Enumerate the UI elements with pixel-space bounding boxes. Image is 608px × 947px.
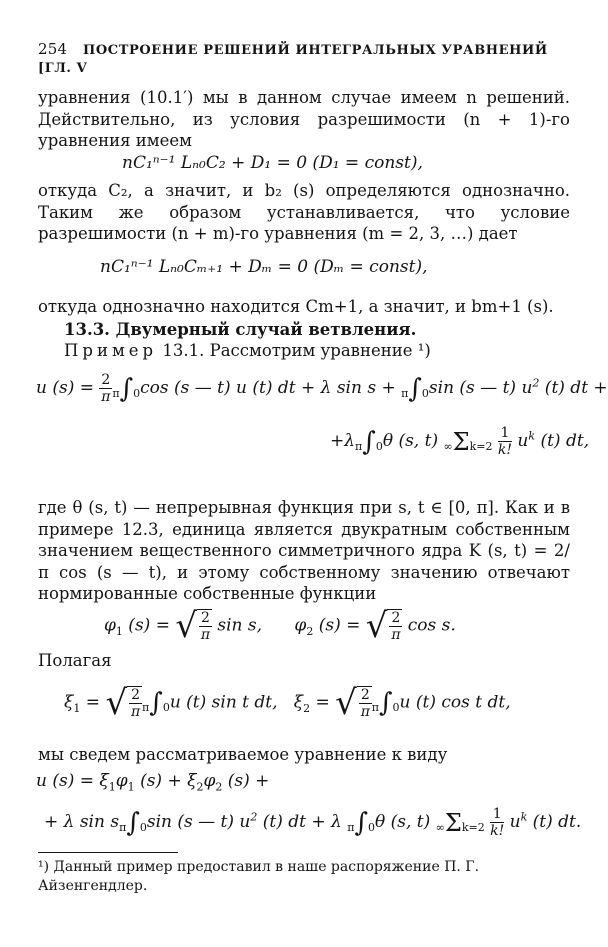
paragraph-5: Полагая [38, 651, 112, 670]
section-heading: 13.3. Двумерный случай ветвления. [64, 320, 417, 339]
equation-4: $\varphi_1$ (s) = √ $\frac{2}{\pi}$ sin s, $\varphi_2$ (s) = √ $\frac{2}{\pi}$ cos s. [104, 606, 456, 646]
integral-sign: π∫0 [112, 373, 141, 404]
page-number: 254 [38, 40, 68, 58]
paragraph-6: мы сведем рассматриваемое уравнение к виду [38, 745, 448, 764]
equation-3-line-1: u (s) = $\frac{2}{\pi}$ π∫0cos (s — t) u (t) dt + λ sin s + π∫0sin (s — t) $u^2$ (t) dt + [36, 372, 608, 405]
equation-2: nC₁ⁿ⁻¹ Lₙ₀Cₘ₊₁ + Dₘ = 0 (Dₘ = const), [100, 257, 428, 277]
example-line [64, 340, 570, 362]
equation-3-line-2: +λπ∫0θ (s, t) ∞Σk=2 $\frac{1}{k!}$ $u^k$ (t) dt, [330, 425, 590, 458]
equation-1: nC₁ⁿ⁻¹ Lₙ₀C₂ + D₁ = 0 (D₁ = const), [122, 153, 423, 173]
paragraph-1: уравнения (10.1′) мы в данном случае имеем n решений. Действительно, из условия разрешимости (n + 1)-го уравнения имеем [38, 88, 570, 150]
example-label: Пример [64, 341, 158, 360]
running-title: ПОСТРОЕНИЕ РЕШЕНИЙ ИНТЕГРАЛЬНЫХ УРАВНЕНИЙ [ГЛ. V [38, 43, 548, 76]
equation-6-line-1: u $(s) = \xi_1\varphi_1$ $(s) + \xi_2\varphi_2$ (s) + [36, 771, 270, 794]
integral-sign: π∫0 [401, 373, 429, 404]
paragraph-4: где θ (s, t) — непрерывная функция при s, t ∈ [0, π]. Как и в примере 12.3, единица является двукратным собственным значением вещественного симметричного ядра K (s, t) = 2/π cos (s — t), и этому собственному значению отвечают нормированные собственные функции [38, 498, 570, 603]
sum-sign: ∞Σk=2 [443, 427, 493, 456]
equation-6-line-2: + λ sin sπ∫0sin (s — t) $u^2$ (t) dt + λ π∫0θ (s, t) ∞Σk=2 $\frac{1}{k!}$ $u^k$ (t) dt. [44, 806, 582, 839]
fraction-1-over-k: $\frac{1}{k!}$ [497, 425, 513, 458]
fraction-2-over-pi: $\frac{2}{\pi}$ [101, 372, 111, 405]
equation-5: $\xi_1$ = √ $\frac{2}{\pi}$ π∫0u (t) sin t dt, $\xi_2$ = √ $\frac{2}{\pi}$ π∫0u (t) cos t dt, [64, 683, 511, 723]
footnote: ¹) Данный пример предоставил в наше распоряжение П. Г. Айзенгендлер. [38, 859, 480, 894]
integral-sign: π∫0 [355, 426, 383, 457]
footnote-rule [38, 852, 178, 853]
example-text: 13.1. Рассмотрим уравнение ¹) [162, 341, 431, 360]
paragraph-3: откуда однозначно находится Cm+1, а значит, и bm+1 (s). [38, 297, 554, 316]
running-header [38, 40, 570, 76]
paragraph-2: откуда C₂, а значит, и b₂ (s) определяются однозначно. Таким же образом устанавливается, что условие разрешимости (n + m)-го уравнения (m = 2, 3, …) дает [38, 181, 570, 243]
